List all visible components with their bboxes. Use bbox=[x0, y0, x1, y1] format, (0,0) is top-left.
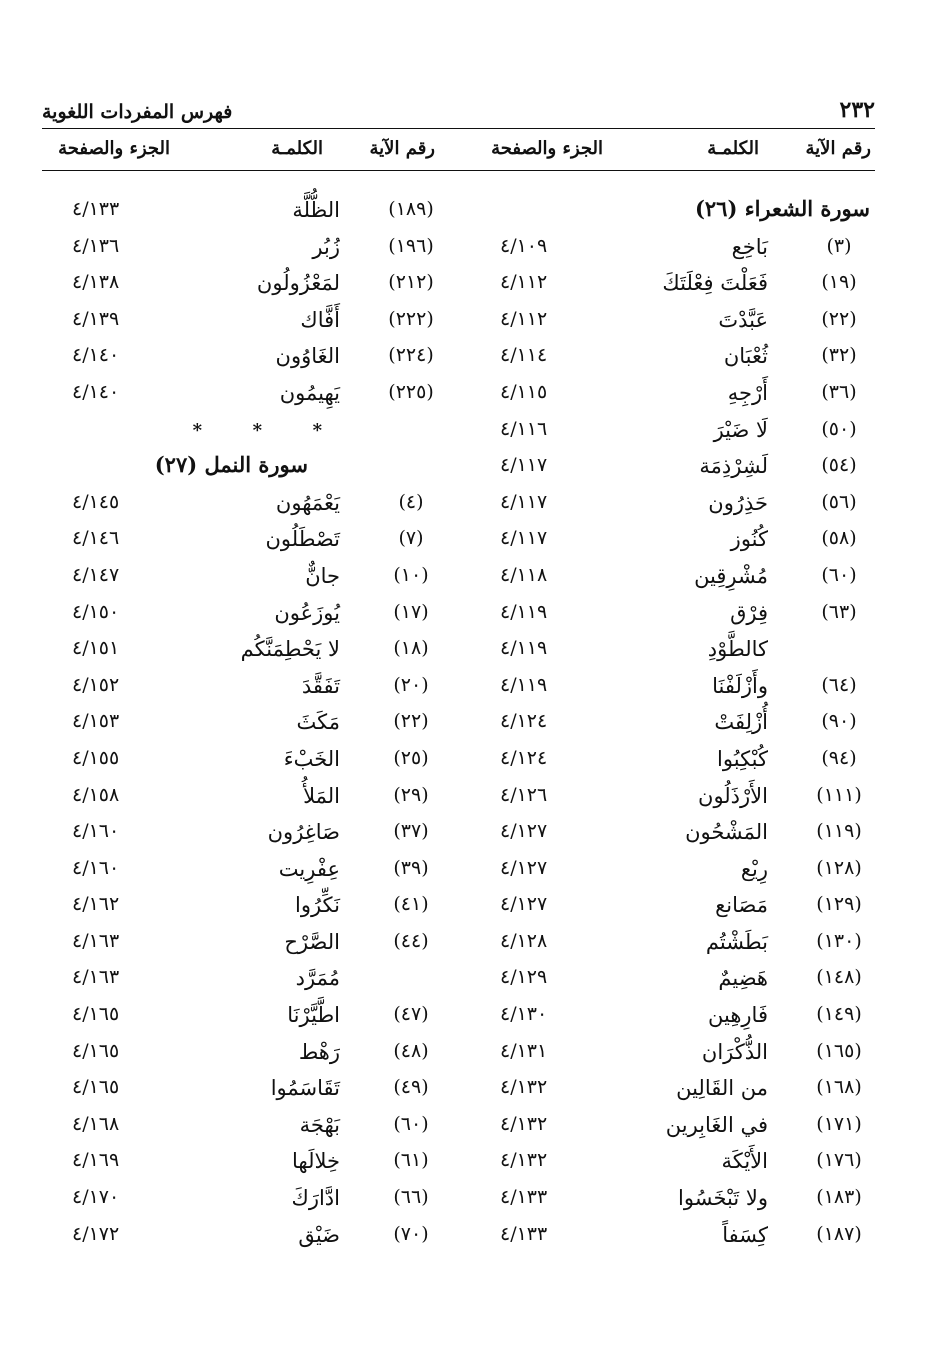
verse-header-left: رقم الآية bbox=[369, 138, 435, 159]
index-entry bbox=[42, 926, 448, 963]
volume-page: ٤/١٢٧ bbox=[500, 856, 548, 879]
word: لَا ضَيْرَ bbox=[713, 417, 768, 442]
verse-number: (١٩) bbox=[821, 271, 857, 294]
index-entry bbox=[42, 267, 448, 304]
index-entry bbox=[42, 1182, 448, 1219]
word: تَقَاسَمُوا bbox=[270, 1076, 340, 1101]
index-entry bbox=[470, 1109, 876, 1146]
word: مُشْرِقِين bbox=[694, 563, 768, 588]
word: كُبْكِبُوا bbox=[717, 746, 768, 771]
right-column bbox=[470, 194, 876, 1255]
volume-page: ٤/١٦٣ bbox=[72, 929, 120, 952]
word: فِرْق bbox=[730, 600, 768, 625]
word: كِسَفاً bbox=[722, 1222, 768, 1247]
volume-page: ٤/١٢٦ bbox=[500, 783, 548, 806]
volume-page: ٤/١٤٠ bbox=[72, 344, 120, 367]
index-entry bbox=[470, 633, 876, 670]
surah-heading bbox=[470, 194, 876, 231]
page-number: ٢٣٢ bbox=[839, 97, 875, 123]
ref-header-left: الجزء والصفحة bbox=[58, 138, 170, 159]
verse-number: (١٢٩) bbox=[816, 893, 862, 916]
volume-page: ٤/١٢٤ bbox=[500, 746, 548, 769]
index-entry bbox=[42, 743, 448, 780]
header-rule bbox=[42, 128, 875, 129]
word: ادَّارَكَ bbox=[291, 1186, 340, 1211]
volume-page: ٤/١٣٢ bbox=[500, 1149, 548, 1172]
word: صَاغِرُون bbox=[267, 820, 340, 845]
volume-page: ٤/١٥٨ bbox=[72, 783, 120, 806]
running-title: فهرس المفردات اللغوية bbox=[42, 101, 233, 123]
verse-number: (٤) bbox=[398, 490, 424, 513]
volume-page: ٤/١٦٠ bbox=[72, 856, 120, 879]
word: في الغَابِرين bbox=[665, 1112, 768, 1137]
volume-page: ٤/١٦٢ bbox=[72, 893, 120, 916]
word: ولا تَبْخَسُوا bbox=[678, 1186, 768, 1211]
index-entry bbox=[470, 304, 876, 341]
word: رَهْط bbox=[298, 1039, 340, 1064]
index-entry bbox=[42, 962, 448, 999]
volume-page: ٤/١١٢ bbox=[500, 271, 548, 294]
volume-page: ٤/١٢٤ bbox=[500, 710, 548, 733]
volume-page: ٤/١٦٥ bbox=[72, 1003, 120, 1026]
index-entry bbox=[470, 231, 876, 268]
verse-number: (١٧٦) bbox=[816, 1149, 862, 1172]
verse-number: (١٤٨) bbox=[816, 966, 862, 989]
index-entry bbox=[470, 743, 876, 780]
word: تَفَقَّدَ bbox=[301, 673, 340, 698]
verse-number: (١٣٠) bbox=[816, 929, 862, 952]
index-entry bbox=[42, 706, 448, 743]
index-entry bbox=[470, 1182, 876, 1219]
word: زُبُر bbox=[312, 234, 340, 259]
index-entry bbox=[470, 597, 876, 634]
index-entry bbox=[42, 231, 448, 268]
word-header-left: الكلمـة bbox=[271, 138, 323, 159]
index-entry bbox=[42, 999, 448, 1036]
verse-number: (١٤٩) bbox=[816, 1003, 862, 1026]
volume-page: ٤/١١٩ bbox=[500, 600, 548, 623]
word: ضَيْق bbox=[298, 1222, 340, 1247]
left-column bbox=[42, 194, 448, 1255]
word: المَلأُ bbox=[303, 783, 340, 808]
verse-number: (٢٥) bbox=[393, 746, 429, 769]
index-entry bbox=[470, 853, 876, 890]
index-entry bbox=[42, 1072, 448, 1109]
index-entry bbox=[42, 1145, 448, 1182]
verse-number: (٦٠) bbox=[393, 1112, 429, 1135]
word: فَعَلْتَ فِعْلَتَكَ bbox=[662, 271, 768, 296]
verse-number: (٣٢) bbox=[821, 344, 857, 367]
index-entry bbox=[42, 816, 448, 853]
verse-number: (٩٤) bbox=[821, 746, 857, 769]
word: حَذِرُون bbox=[708, 490, 768, 515]
word: الأَيْكَة bbox=[721, 1149, 768, 1174]
index-entry bbox=[42, 597, 448, 634]
word: الغَاوُون bbox=[275, 344, 340, 369]
volume-page: ٤/١٥١ bbox=[72, 637, 120, 660]
volume-page: ٤/١٥٥ bbox=[72, 746, 120, 769]
index-entry bbox=[42, 560, 448, 597]
verse-number: (٦٦) bbox=[393, 1186, 429, 1209]
word: رِيْع bbox=[740, 856, 768, 881]
volume-page: ٤/١٣٠ bbox=[500, 1003, 548, 1026]
verse-number: (١٨٧) bbox=[816, 1222, 862, 1245]
verse-number: (١١٩) bbox=[816, 820, 862, 843]
verse-number: (٤٨) bbox=[393, 1039, 429, 1062]
word: فَارِهِين bbox=[708, 1003, 768, 1028]
verse-number: (١٨) bbox=[393, 637, 429, 660]
index-entry bbox=[42, 853, 448, 890]
index-entry bbox=[42, 304, 448, 341]
volume-page: ٤/١٣٩ bbox=[72, 307, 120, 330]
word: عِفْرِيت bbox=[278, 856, 340, 881]
verse-number: (١٢٨) bbox=[816, 856, 862, 879]
index-entry bbox=[470, 962, 876, 999]
verse-number: (٤٩) bbox=[393, 1076, 429, 1099]
word: من القَالِين bbox=[676, 1076, 768, 1101]
volume-page: ٤/١٣١ bbox=[500, 1039, 548, 1062]
volume-page: ٤/١١٧ bbox=[500, 527, 548, 550]
index-entry bbox=[470, 780, 876, 817]
verse-number: (١٦٨) bbox=[816, 1076, 862, 1099]
verse-number: (٢٩) bbox=[393, 783, 429, 806]
volume-page: ٤/١٧٢ bbox=[72, 1222, 120, 1245]
index-entry bbox=[470, 267, 876, 304]
surah-heading bbox=[42, 450, 448, 487]
index-entry bbox=[470, 1036, 876, 1073]
index-entry bbox=[470, 670, 876, 707]
word: المَشْحُون bbox=[685, 820, 768, 845]
volume-page: ٤/١٠٩ bbox=[500, 234, 548, 257]
volume-page: ٤/١٥٢ bbox=[72, 673, 120, 696]
word: كالطَّوْدِ bbox=[707, 637, 768, 662]
index-entry bbox=[470, 1072, 876, 1109]
index-entry bbox=[42, 194, 448, 231]
index-entry bbox=[470, 816, 876, 853]
volume-page: ٤/١٢٧ bbox=[500, 893, 548, 916]
verse-number: (١٩٦) bbox=[388, 234, 434, 257]
index-entry bbox=[470, 487, 876, 524]
verse-number: (٢٢٢) bbox=[388, 307, 434, 330]
index-entry bbox=[470, 450, 876, 487]
separator-star: * bbox=[252, 419, 262, 441]
column-headers bbox=[42, 138, 875, 168]
index-entry bbox=[470, 414, 876, 451]
word-header-right: الكلمـة bbox=[707, 138, 759, 159]
word: عَبَّدْتَ bbox=[718, 307, 768, 332]
word: نَكِّرُوا bbox=[294, 893, 340, 918]
word: أَرْجِهِ bbox=[727, 380, 768, 405]
word: الظُّلَّة bbox=[292, 198, 340, 222]
volume-page: ٤/١٣٦ bbox=[72, 234, 120, 257]
word: أُزْلِفَتْ bbox=[714, 710, 768, 735]
verse-number: (١٨٩) bbox=[388, 198, 434, 220]
verse-number: (١٠) bbox=[393, 563, 429, 586]
verse-number: (١٧١) bbox=[816, 1112, 862, 1135]
word: مُمَرَّد bbox=[295, 966, 340, 991]
volume-page: ٤/١٣٢ bbox=[500, 1076, 548, 1099]
word: الصَّرْح bbox=[284, 929, 340, 954]
verse-number: (٥٠) bbox=[821, 417, 857, 440]
volume-page: ٤/١١٧ bbox=[500, 454, 548, 477]
index-entry bbox=[42, 487, 448, 524]
volume-page: ٤/١٦٥ bbox=[72, 1039, 120, 1062]
verse-number: (٤٤) bbox=[393, 929, 429, 952]
volume-page: ٤/١٤٥ bbox=[72, 490, 120, 513]
verse-number: (٣٧) bbox=[393, 820, 429, 843]
verse-number: (٢٢٥) bbox=[388, 380, 434, 403]
volume-page: ٤/١٥٠ bbox=[72, 600, 120, 623]
volume-page: ٤/١٥٣ bbox=[72, 710, 120, 733]
word: الأَرْذَلُون bbox=[698, 783, 768, 808]
word: يَعْمَهُون bbox=[275, 490, 340, 515]
word: يَهِيمُون bbox=[279, 380, 340, 405]
word: وأَزْلَفْنَا bbox=[712, 673, 768, 698]
separator-star: * bbox=[312, 419, 322, 441]
word: مَكَثَ bbox=[296, 710, 340, 735]
index-entry bbox=[470, 706, 876, 743]
index-entry bbox=[470, 889, 876, 926]
volume-page: ٤/١١٤ bbox=[500, 344, 548, 367]
verse-number: (٤١) bbox=[393, 893, 429, 916]
verse-number: (٢٢٤) bbox=[388, 344, 434, 367]
volume-page: ٤/١٦٩ bbox=[72, 1149, 120, 1172]
verse-number: (٩٠) bbox=[821, 710, 857, 733]
volume-page: ٤/١٦٨ bbox=[72, 1112, 120, 1135]
verse-number: (١٧) bbox=[393, 600, 429, 623]
word: بَطَشْتُم bbox=[705, 929, 768, 954]
volume-page: ٤/١٦٥ bbox=[72, 1076, 120, 1099]
volume-page: ٤/١٧٠ bbox=[72, 1186, 120, 1209]
word: لا يَحْطِمَنَّكُم bbox=[240, 637, 340, 662]
verse-number: (١١١) bbox=[816, 783, 862, 806]
index-entry bbox=[470, 999, 876, 1036]
volume-page: ٤/١٤٧ bbox=[72, 563, 120, 586]
index-entry bbox=[42, 780, 448, 817]
word: كُنُوز bbox=[730, 527, 768, 552]
index-entry bbox=[42, 889, 448, 926]
index-entry bbox=[42, 1219, 448, 1256]
verse-number: (٢٢) bbox=[393, 710, 429, 733]
word: الذُّكْرَان bbox=[701, 1039, 768, 1064]
word: أَفَّاك bbox=[300, 307, 340, 332]
verse-number: (٢١٢) bbox=[388, 271, 434, 294]
verse-number: (٦٣) bbox=[821, 600, 857, 623]
volume-page: ٤/١١٦ bbox=[500, 417, 548, 440]
index-entry bbox=[42, 523, 448, 560]
ref-header-right: الجزء والصفحة bbox=[491, 138, 603, 159]
verse-number: (٢٠) bbox=[393, 673, 429, 696]
word: يُوزَعُون bbox=[274, 600, 340, 625]
word: بَهْجَة bbox=[299, 1112, 340, 1137]
volume-page: ٤/١٣٣ bbox=[500, 1186, 548, 1209]
verse-number: (٥٦) bbox=[821, 490, 857, 513]
verse-number: (٦٤) bbox=[821, 673, 857, 696]
index-entry bbox=[470, 1145, 876, 1182]
word: اطَّيَّرْنَا bbox=[287, 1003, 340, 1028]
word: خِلالَها bbox=[292, 1149, 340, 1174]
volume-page: ٤/١٣٣ bbox=[72, 198, 120, 220]
index-entry bbox=[470, 1219, 876, 1256]
word: لَشِرْذِمَة bbox=[699, 454, 768, 479]
volume-page: ٤/١٣٣ bbox=[500, 1222, 548, 1245]
surah-title: سورة الشعراء (٢٦) bbox=[694, 196, 870, 221]
word: تَصْطَلُون bbox=[265, 527, 340, 552]
verse-number: (٣٩) bbox=[393, 856, 429, 879]
index-entry bbox=[470, 560, 876, 597]
verse-number: (٢٢) bbox=[821, 307, 857, 330]
volume-page: ٤/١٦٠ bbox=[72, 820, 120, 843]
verse-number: (٧٠) bbox=[393, 1222, 429, 1245]
word: الخَبْءَ bbox=[283, 746, 340, 771]
index-entry bbox=[470, 926, 876, 963]
index-entry bbox=[42, 377, 448, 414]
index-entry bbox=[42, 1036, 448, 1073]
volume-page: ٤/١٦٣ bbox=[72, 966, 120, 989]
verse-number: (١٨٣) bbox=[816, 1186, 862, 1209]
verse-number: (١٦٥) bbox=[816, 1039, 862, 1062]
volume-page: ٤/١٢٧ bbox=[500, 820, 548, 843]
verse-number: (٣) bbox=[826, 234, 852, 257]
volume-page: ٤/١١٩ bbox=[500, 673, 548, 696]
section-separator bbox=[42, 414, 448, 451]
index-entry bbox=[42, 633, 448, 670]
volume-page: ٤/١٢٨ bbox=[500, 929, 548, 952]
volume-page: ٤/١١٢ bbox=[500, 307, 548, 330]
volume-page: ٤/١٢٩ bbox=[500, 966, 548, 989]
index-entry bbox=[470, 377, 876, 414]
volume-page: ٤/١١٩ bbox=[500, 637, 548, 660]
word: جانٌّ bbox=[305, 563, 340, 588]
volume-page: ٤/١٣٢ bbox=[500, 1112, 548, 1135]
surah-title: سورة النمل (٢٧) bbox=[154, 452, 308, 478]
volume-page: ٤/١١٥ bbox=[500, 380, 548, 403]
volume-page: ٤/١١٧ bbox=[500, 490, 548, 513]
verse-number: (٧) bbox=[398, 527, 424, 550]
index-entry bbox=[42, 1109, 448, 1146]
word: لمَعْزُولُون bbox=[256, 271, 340, 296]
volume-page: ٤/١٤٠ bbox=[72, 380, 120, 403]
index-entry bbox=[42, 670, 448, 707]
index-entry bbox=[470, 340, 876, 377]
column-header-rule bbox=[42, 170, 875, 171]
verse-number: (٤٧) bbox=[393, 1003, 429, 1026]
verse-number: (٦٠) bbox=[821, 563, 857, 586]
verse-number: (٦١) bbox=[393, 1149, 429, 1172]
word: مَصَانع bbox=[715, 893, 768, 918]
word: بَاخِع bbox=[731, 234, 768, 259]
verse-number: (٥٨) bbox=[821, 527, 857, 550]
index-entry bbox=[42, 340, 448, 377]
page-header bbox=[42, 95, 875, 129]
verse-number: (٥٤) bbox=[821, 454, 857, 477]
index-entry bbox=[470, 523, 876, 560]
volume-page: ٤/١٣٨ bbox=[72, 271, 120, 294]
verse-number: (٣٦) bbox=[821, 380, 857, 403]
separator-star: * bbox=[192, 419, 202, 441]
volume-page: ٤/١٤٦ bbox=[72, 527, 120, 550]
volume-page: ٤/١١٨ bbox=[500, 563, 548, 586]
word: ثُعْبَان bbox=[723, 344, 768, 369]
verse-header-right: رقم الآية bbox=[805, 138, 871, 159]
word: هَضِيمٌ bbox=[718, 966, 768, 991]
